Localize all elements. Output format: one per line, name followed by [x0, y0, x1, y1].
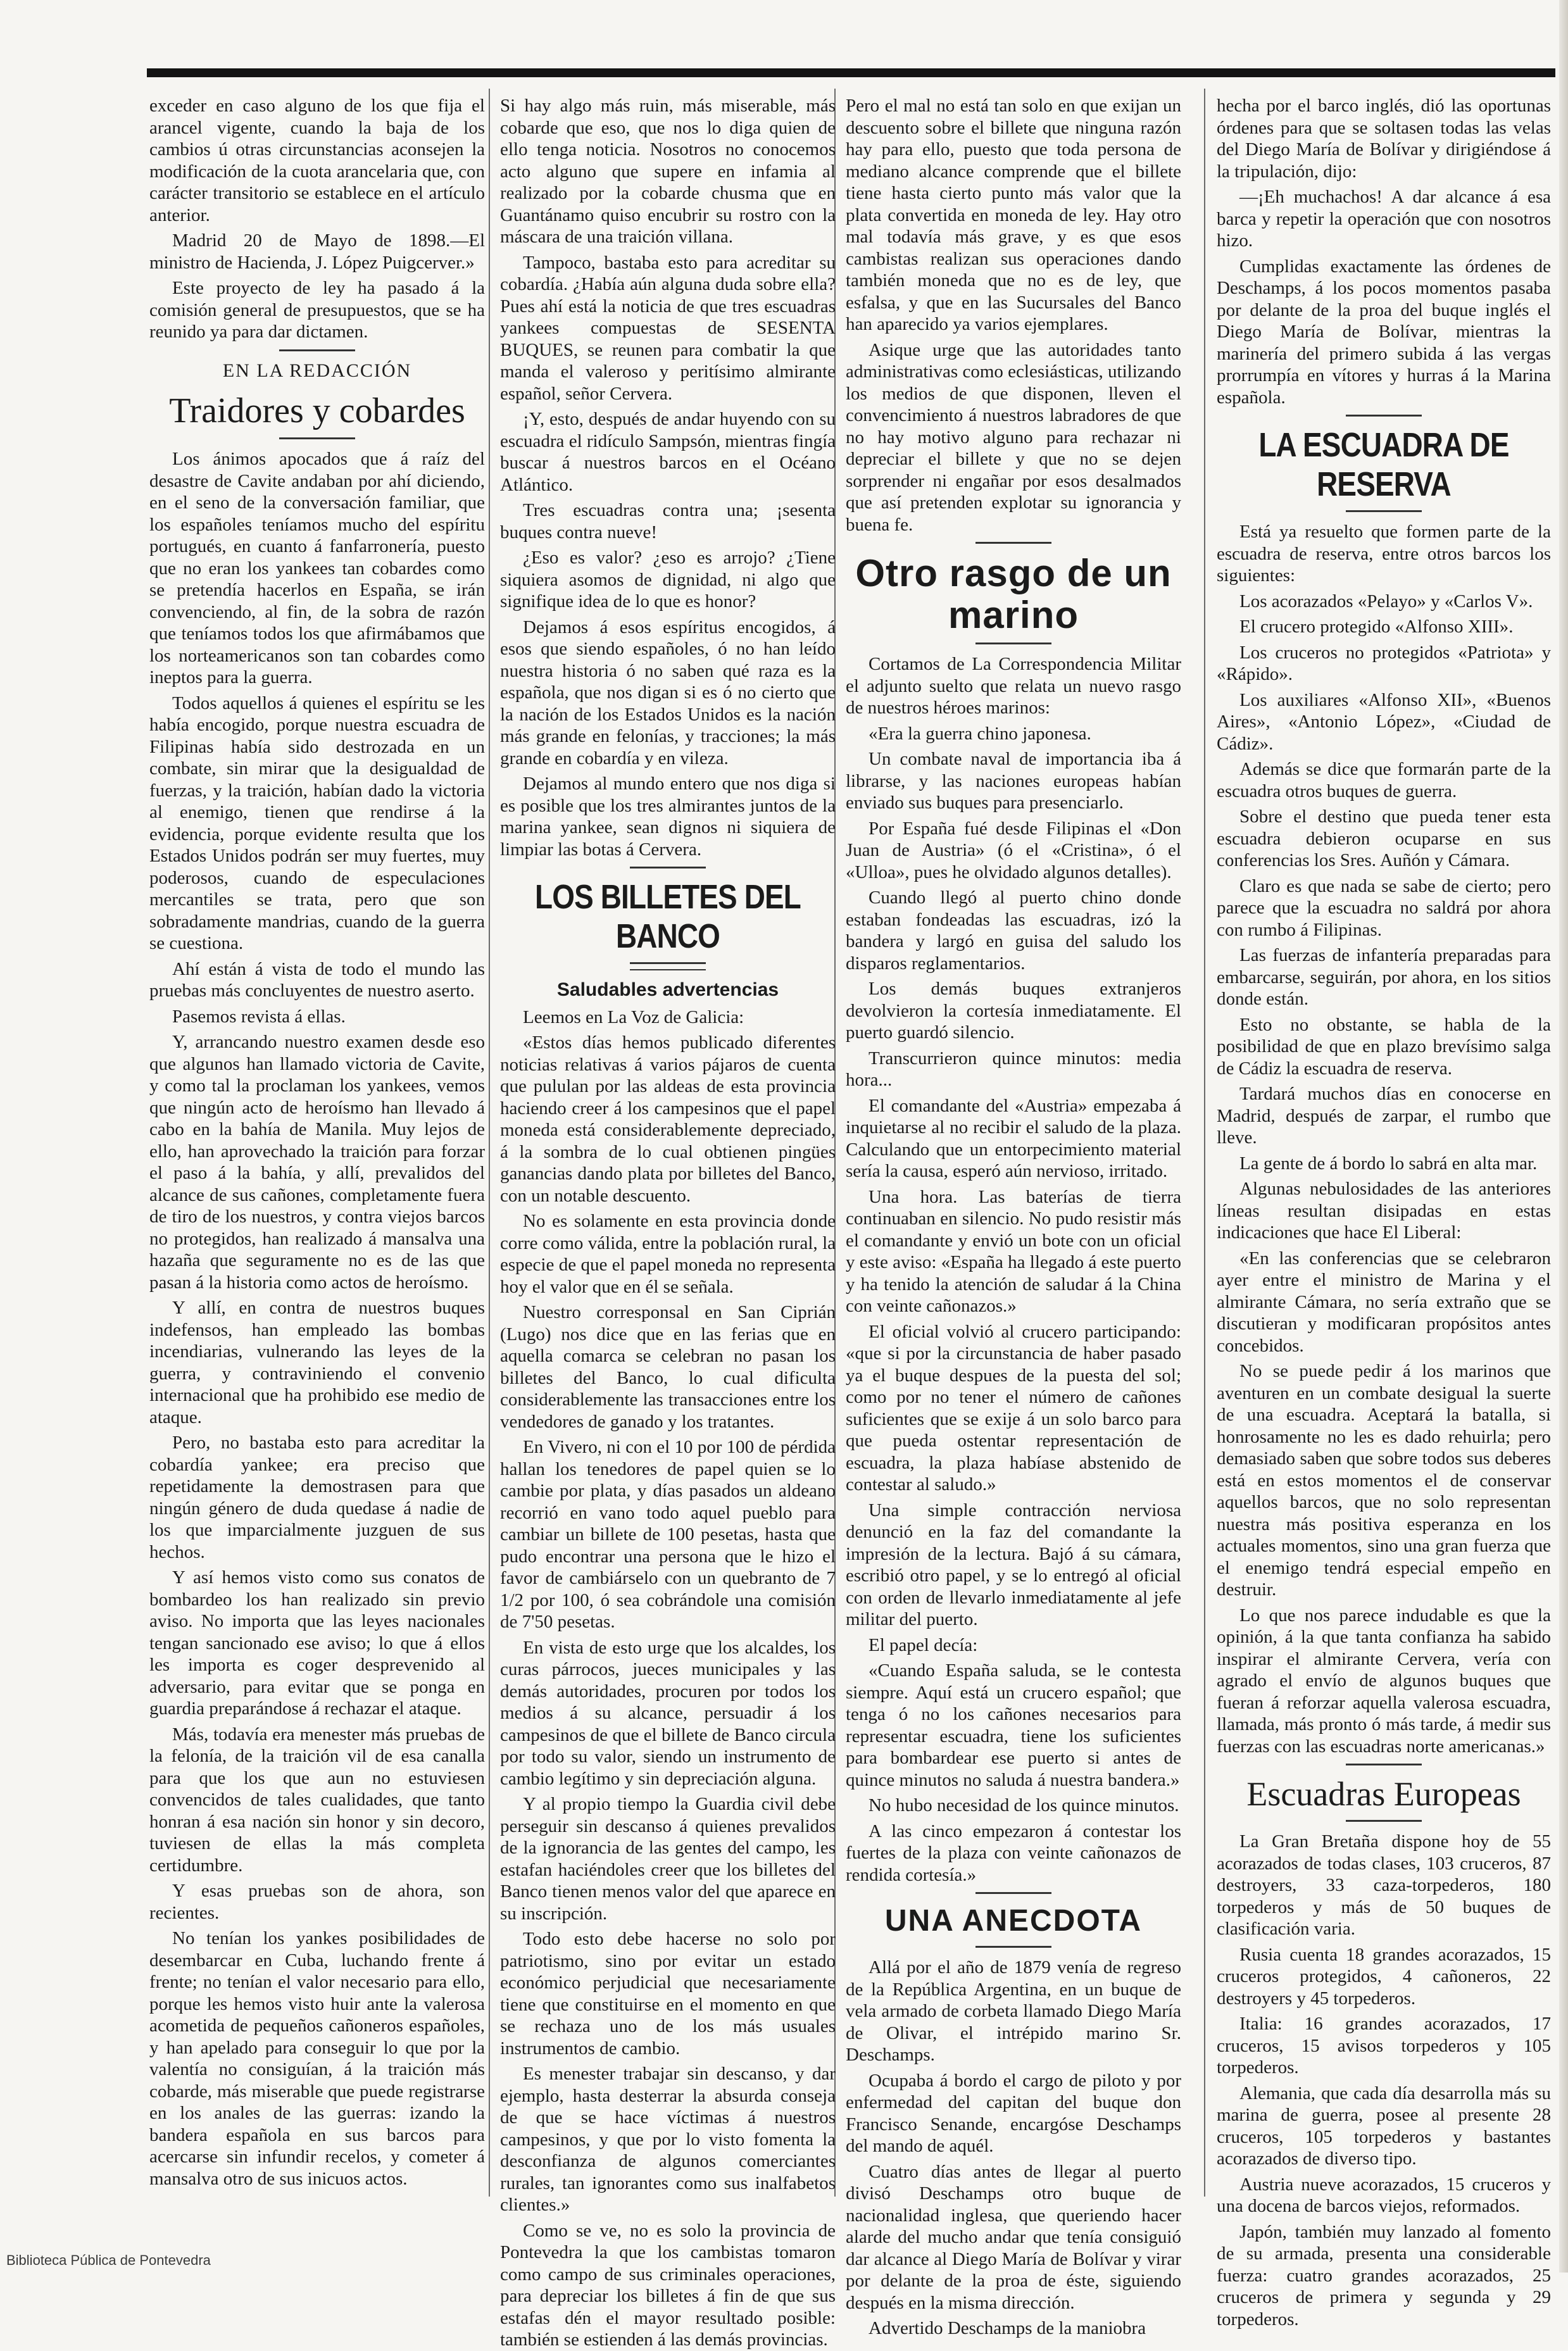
article-subheadline: Saludables advertencias [556, 979, 779, 1000]
paragraph: Sobre el destino que pueda tener esta escuadra debieron ocuparse en sus conferencias los Sres. Auñón y Cámara. [1217, 806, 1551, 870]
paragraph: A las cinco empezaron á contestar los fuertes de la plaza con veinte cañonazos de rendida cortesía.» [846, 1821, 1181, 1885]
column-3 [846, 95, 1181, 2338]
library-credit: Biblioteca Pública de Pontevedra [6, 2252, 211, 2268]
paragraph: En Vivero, ni con el 10 por 100 de pérdida hallan los tenedores de papel quien se lo cambie por plata, y días pasados un aldeano recorrió en vano todo aquel pueblo para cambiar un billete de 100 pesetas, hasta que pudo encontrar una persona que le hizo el favor de cambiárselo con un quebranto de 7 1/2 por 100, ó sea cobrándole una comisión de 7'50 pesetas. [500, 1437, 836, 1632]
paragraph: Y allí, en contra de nuestros buques indefensos, han empleado las bombas incendiarias, vulnerando las leyes de la guerra, y contraviniendo el convenio internacional que ha prohibido ese medio de ataque. [149, 1298, 485, 1427]
paragraph: Si hay algo más ruin, más miserable, más cobarde que eso, que nos lo diga quien de ello tenga noticia. Nosotros no conocemos acto alguno que supere en infamia al realizado por la cobarde chusma que en Guantánamo quiso encubrir su rostro con la máscara de una traición villana. [500, 96, 836, 247]
paragraph: Transcurrieron quince minutos: media hora... [846, 1048, 1181, 1090]
paragraph: «Era la guerra chino japonesa. [869, 723, 1091, 744]
paragraph: Una simple contracción nerviosa denunció en la faz del comandante la impresión de la lectura. Bajó á su cámara, escribió otro papel, y se lo entregó al oficial con orden de llevarlo inmediatamente al jefe militar del puerto. [846, 1500, 1181, 1629]
paragraph: Leemos en La Voz de Galicia: [523, 1006, 744, 1027]
paragraph: Y al propio tiempo la Guardia civil debe perseguir sin descanso á quienes prevalidos de la ignorancia de las gentes del campo, les estafan haciéndoles creer que los billetes del Banco tienen menos valor del que aparece en su inscripción. [500, 1794, 836, 1924]
paragraph: Tres escuadras contra una; ¡sesenta buques contra nueve! [500, 500, 836, 542]
section-label: EN LA REDACCIÓN [222, 360, 412, 381]
article-headline: UNA ANECDOTA [884, 1904, 1143, 1938]
paragraph: Ahí están á vista de todo el mundo las pruebas más concluyentes de nuestro aserto. [149, 958, 485, 1001]
paragraph: El oficial volvió al crucero participando: «que si por la circunstancia de haber pasado ya el buque despues de la puesta del sol; como por no tener el número de cañones suficientes que se exije á un solo barco para que pueda ostentar representación de escuadra, la plaza habíase abstenido de contestar al saludo.» [846, 1321, 1181, 1495]
paragraph: Pero, no bastaba esto para acreditar la cobardía yankee; era preciso que repetidamente la demostrasen para que ningún género de duda quedase á nadie de los que imparcialmente juzguen de sus hechos. [149, 1433, 485, 1562]
paragraph: Todos aquellos á quienes el espíritu se les había encogido, porque nuestra escuadra de Filipinas había sido destrozada en un combate, sin mirar que la desigualdad de fuerzas, y la traición, habían dado la victoria al enemigo, tienen que rendirse á la evidencia, porque evidente resulta que los Estados Unidos podrán ser muy fuertes, muy poderosos, cuando de especulaciones mercantiles se trata, pero que son sobradamente mandrias, cuando de la guerra se cuestiona. [149, 693, 485, 953]
paragraph: Rusia cuenta 18 grandes acorazados, 15 cruceros protegidos, 4 cañoneros, 22 destroyers y 45 torpederos. [1217, 1944, 1551, 2009]
paragraph: Pero el mal no está tan solo en que exijan un descuento sobre el billete que ninguna razón hay para ello, puesto que toda persona de mediano alcance comprende que el billete tiene hasta cierto punto más valor que la plata convertida en moneda de ley. Hay otro mal todavía más grave, y es que esos cambistas realizan sus operaciones dando también moneda que no es de ley, que esfalsa, y que en las Sucursales del Banco han aparecido ya varios ejemplares. [846, 96, 1181, 334]
headline-divider [1346, 1820, 1422, 1822]
paragraph: ¿Eso es valor? ¿eso es arrojo? ¿Tiene siquiera asomos de dignidad, ni algo que signifique idea de lo que es honor? [500, 548, 836, 611]
signature-paragraph: Madrid 20 de Mayo de 1898.—El ministro de Hacienda, J. López Puigcerver.» [149, 230, 485, 273]
paragraph: Italia: 16 grandes acorazados, 17 cruceros, 15 avisos torpederos y 105 torpederos. [1217, 2014, 1551, 2078]
paragraph: hecha por el barco inglés, dió las oportunas órdenes para que se soltasen todas las velas del Diego María de Bolívar y dirigiéndose á la tripulación, dijo: [1217, 96, 1551, 182]
article-headline: LOS BILLETES DEL BANCO [535, 878, 801, 955]
paragraph: Nuestro corresponsal en San Ciprián (Lugo) nos dice que en las ferias que en aquella comarca se celebran no pasan los billetes del Banco, lo cual dificulta considerablemente las transacciones entre los vendedores de ganado y los tratantes. [500, 1302, 836, 1432]
paragraph: Esto no obstante, se habla de la posibilidad de que en plazo brevísimo salga de Cádiz la escuadra de reserva. [1217, 1014, 1551, 1079]
paragraph: Los demás buques extranjeros devolvieron la cortesía inmediatamente. El puerto guardó silencio. [846, 979, 1181, 1043]
section-divider [1346, 1764, 1422, 1765]
paragraph: Además se dice que formarán parte de la escuadra otros buques de guerra. [1217, 759, 1551, 801]
paragraph: No tenían los yankes posibilidades de desembarcar en Cuba, luchando frente á frente; no tenían el valor necesario para ello, porque les hemos visto huir ante la valerosa acometida de pequeños cañoneros españoles, y han apelado para conseguir lo que por la valentía no consiguían, á la traición más cobarde, más miserable que puede registrarse en los anales de las guerras: izando la bandera española en sus barcos para acercarse sin infundir recelos, y cometer á mansalva otro de sus inicuos actos. [149, 1928, 485, 2189]
headline-divider [975, 1946, 1051, 1948]
paragraph: Un combate naval de importancia iba á librarse, y las naciones europeas habían enviado sus buques para presenciarlo. [846, 749, 1181, 813]
paragraph: Tardará muchos días en conocerse en Madrid, después de zarpar, el rumbo que lleve. [1217, 1084, 1551, 1148]
top-page-rule [147, 68, 1555, 77]
paragraph: exceder en caso alguno de los que fija el arancel vigente, cuando la baja de los cambios ú otras circunstancias aconsejen la modificación de la cuota arancelaria que, con carácter transitorio se establece en el artículo anterior. [149, 96, 485, 225]
paragraph: Una hora. Las baterías de tierra continuaban en silencio. No pudo resistir más el comandante y envió un bote con un oficial y este aviso: «España ha llegado á este puerto y ha tenido la atención de saludar á la China con veinte cañonazos.» [846, 1186, 1181, 1316]
headline-divider [975, 643, 1051, 644]
paragraph: Advertido Deschamps de la maniobra [869, 2318, 1146, 2338]
paragraph: Es menester trabajar sin descanso, y dar ejemplo, hasta desterrar la absurda conseja de que se hace víctimas á nuestros campesinos, y que por lo visto fomenta la desconfianza de algunos comerciantes rurales, tan ignorantes como sus inalfabetos clientes.» [500, 2064, 836, 2215]
paragraph: El crucero protegido «Alfonso XIII». [1239, 617, 1514, 637]
page-edge-shadow [1559, 0, 1568, 2273]
section-divider [975, 1892, 1051, 1894]
paragraph: Algunas nebulosidades de las anteriores líneas resultan disipadas en estas indicaciones que hace El Liberal: [1217, 1179, 1551, 1243]
section-divider [630, 867, 706, 868]
paragraph: Las fuerzas de infantería preparadas para embarcarse, seguirán, por ahora, en los sitios donde están. [1217, 945, 1551, 1009]
article-headline: Otro rasgo de un marino [855, 552, 1172, 636]
paragraph: Asique urge que las autoridades tanto administrativas como eclesiásticas, utilizando los medios de que disponen, lleven el convencimiento á nuestros labradores de que no hay motivo alguno para rechazar ni depreciar el billete y que no se dejen sorprender ni engañar por esos desalmados que así pretenden explotar su ignorancia y buena fe. [846, 339, 1181, 535]
paragraph: Por España fué desde Filipinas el «Don Juan de Austria» (ó el «Cristina», ó el «Ulloa», pues he olvidado algunos detalles). [846, 818, 1181, 882]
paragraph: Cuando llegó al puerto chino donde estaban fondeadas las escuadras, izó la bandera y largó en guisa del saludo los disparos reglamentarios. [846, 887, 1181, 974]
paragraph: Pasemos revista á ellas. [172, 1006, 346, 1027]
paragraph: En vista de esto urge que los alcaldes, los curas párrocos, jueces municipales y las demás autoridades, procuren por todos los medios á su alcance, persuadir á los campesinos de que el billete de Banco circula por todo su valor, siendo un instrumento de cambio legítimo y sin depreciación alguna. [500, 1637, 836, 1789]
paragraph: Los cruceros no protegidos «Patriota» y «Rápido». [1217, 642, 1551, 684]
paragraph: Cumplidas exactamente las órdenes de Deschamps, á los pocos momentos pasaba por delante de la proa del buque inglés el Diego María de Bolívar, mientras la marinería del primero subida á las vergas prorrumpía en vítores y hurras á la Marina española. [1217, 256, 1551, 408]
paragraph: No es solamente en esta provincia donde corre como válida, entre la población rural, la especie de que el papel moneda no representa hoy el valor que en él se señala. [500, 1211, 836, 1297]
paragraph: Dejamos al mundo entero que nos diga si es posible que los tres almirantes juntos de la marina yankee, sean dignos ni siquiera de limpiar las botas á Cervera. [500, 774, 836, 860]
paragraph: —¡Eh muchachos! A dar alcance á esa barca y repetir la operación que con nosotros hizo. [1217, 187, 1551, 251]
paragraph: «Estos días hemos publicado diferentes noticias relativas á varios pájaros de cuenta que pululan por las aldeas de esta provincia haciendo creer á los campesinos que el papel moneda está considerablemente depreciado, á la sombra de lo cual obtienen pingües ganancias dando plata por billetes del Banco, con un notable descuento. [500, 1032, 836, 1206]
paragraph: La gente de á bordo lo sabrá en alta mar. [1239, 1153, 1538, 1174]
paragraph: Allá por el año de 1879 venía de regreso de la República Argentina, en un buque de vela armado de corbeta llamado Diego María de Olivar, el intrépido marino Sr. Deschamps. [846, 1957, 1181, 2065]
paragraph: El papel decía: [869, 1634, 978, 1655]
paragraph: No hubo necesidad de los quince minutos. [869, 1795, 1179, 1815]
column-2 [500, 95, 836, 2350]
paragraph: ¡Y, esto, después de andar huyendo con su escuadra el ridículo Sampsón, mientras fingía buscar á nuestros barcos en el Océano Atlántico. [500, 409, 836, 495]
section-divider [1346, 415, 1422, 417]
paragraph: Como se ve, no es solo la provincia de Pontevedra la que los cambistas tomaron como campo de sus criminales operaciones, para depreciar los billetes á fin de que sus estafas dén el mayor resultado posible: también se estienden á las demás provincias. [500, 2220, 836, 2350]
paragraph: Está ya resuelto que formen parte de la escuadra de reserva, entre otros barcos los siguientes: [1217, 522, 1551, 586]
paragraph: Y así hemos visto como sus conatos de bombardeo los han realizado sin previo aviso. No importa que las leyes nacionales tengan sancionado ese aviso; lo que á ellos les importa es coger desprevenido al adversario, para evitar que se ponga en guardia preparándose á rechazar el ataque. [149, 1567, 485, 1719]
column-4 [1217, 95, 1551, 2329]
paragraph: Lo que nos parece indudable es que la opinión, á la que tanta confianza ha sabido inspirar el almirante Cervera, vería con agrado el envío de algunos buques que fueran á reforzar aquella valerosa escuadra, llamada, más pronto ó más tarde, á medir sus fuerzas con las escuadras norte americanas.» [1217, 1605, 1551, 1757]
paragraph: Todo esto debe hacerse no solo por patriotismo, sino por evitar un estado económico perjudicial que necesariamente tiene que constituirse en el momento en que se rechaza uno de los más usuales instrumentos de cambio. [500, 1929, 836, 2059]
headline-divider [630, 962, 706, 970]
article-headline: LA ESCUADRA DE RESERVA [1258, 426, 1509, 503]
column-divider [489, 89, 490, 2197]
paragraph: Cortamos de La Correspondencia Militar el adjunto suelto que relata un nuevo rasgo de nuestros héroes marinos: [846, 654, 1181, 718]
headline-divider [1346, 510, 1422, 512]
paragraph: Los acorazados «Pelayo» y «Carlos V». [1239, 591, 1533, 611]
paragraph: Cuatro días antes de llegar al puerto divisó Deschamps otro buque de nacionalidad inglesa, que queriendo hacer alarde del mucho andar que tenía consiguió dar alcance al Diego María de Bolívar y virar por delante de la proa de éste, siguiendo después en la misma dirección. [846, 2161, 1181, 2313]
paragraph: No se puede pedir á los marinos que aventuren en un combate desigual la suerte de una escuadra. Aceptará la batalla, si honrosamente no les es dado rehuirla; pero demasiado saben que sobre todos sus deberes está en estos momentos el de conservar aquellos barcos, que no solo representan nuestra más positiva esperanza en los actuales momentos, sino una gran fuerza que el enemigo tendrá especial empeño en destruir. [1217, 1361, 1551, 1600]
paragraph: Este proyecto de ley ha pasado á la comisión general de presupuestos, que se ha reunido ya para dar dictamen. [149, 278, 485, 342]
column-1 [149, 95, 485, 2197]
article-headline: Escuadras Europeas [1246, 1775, 1521, 1813]
paragraph: Alemania, que cada día desarrolla más su marina de guerra, posee al presente 28 cruceros, 105 torpederos y bastantes acorazados de diverso tipo. [1217, 2083, 1551, 2169]
paragraph: «En las conferencias que se celebraron ayer entre el ministro de Marina y el almirante Cámara, no sería extraño que se discutieran y modificaran propósitos antes concebidos. [1217, 1248, 1551, 1356]
paragraph: Y esas pruebas son de ahora, son recientes. [149, 1881, 485, 1923]
paragraph: Japón, también muy lanzado al fomento de su armada, presenta una considerable fuerza: cuatro grandes acorazados, 25 cruceros de primera y segunda y 29 torpederos. [1217, 2221, 1551, 2329]
headline-divider [279, 437, 355, 439]
paragraph: Más, todavía era menester más pruebas de la felonía, de la traición vil de esa canalla para que los que aun no estuviesen convencidos de tales cualidades, que tanto honran á esa nación sin honor y sin decoro, tuviesen de ellas la más completa certidumbre. [149, 1724, 485, 1876]
paragraph: Austria nueve acorazados, 15 cruceros y una docena de barcos viejos, reformados. [1217, 2174, 1551, 2216]
paragraph: Los auxiliares «Alfonso XII», «Buenos Aires», «Antonio López», «Ciudad de Cádiz». [1217, 689, 1551, 754]
paragraph: El comandante del «Austria» empezaba á inquietarse al no recibir el saludo de la plaza. Calculando que un entorpecimiento material sería la causa, esperó aún nervioso, irritado. [846, 1095, 1181, 1181]
paragraph: Los ánimos apocados que á raíz del desastre de Cavite andaban por ahí diciendo, en el seno de la conversación familiar, que los españoles teníamos mucho del espíritu portugués, en cuanto á fanfarronería, puesto que no eran los yankees tan cobardes como se pretendía hacerlos en España, se irán convenciendo, al fin, de la sobra de razón que teníamos todos los que afirmábamos que los norteamericanos son tan cobardes como ineptos para la guerra. [149, 449, 485, 687]
paragraph: «Cuando España saluda, se le contesta siempre. Aquí está un crucero español; que tenga ó no los cañones necesarios para representar escuadra, tiene los suficientes para bombardear ese puerto si antes de quince minutos no saluda á nuestra bandera.» [846, 1660, 1181, 1790]
paragraph: Tampoco, bastaba esto para acreditar su cobardía. ¿Había aún alguna duda sobre ella? Pues ahí está la noticia de que tres escuadras yankees compuestas de SESENTA BUQUES, se reunen para combatir la que manda el valeroso y peritísimo almirante español, señor Cervera. [500, 252, 836, 404]
paragraph: Claro es que nada se sabe de cierto; pero parece que la escuadra no saldrá por ahora con rumbo á Filipinas. [1217, 875, 1551, 940]
column-divider [1204, 89, 1205, 2197]
article-headline: Traidores y cobardes [169, 391, 465, 430]
section-divider [975, 542, 1051, 544]
paragraph: Y, arrancando nuestro examen desde eso que algunos han llamado victoria de Cavite, y como tal la proclaman los yankees, vemos que ningún acto de heroísmo han llevado á cabo en la bahía de Manila. Muy lejos de ello, han aprovechado la traición para forzar el paso á la bahía, y allí, prevalidos del alcance de sus cañones, completamente fuera de tiro de los nuestros, y contra viejos barcos no protegidos, han realizado á mansalva una hazaña que seguramente no es de las que pasan á la historia como actos de heroísmo. [149, 1032, 485, 1293]
paragraph: La Gran Bretaña dispone hoy de 55 acorazados de todas clases, 103 cruceros, 87 destroyers, 33 caza-torpederos, 180 torpederos y más de 50 buques de clasificación varia. [1217, 1831, 1551, 1939]
paragraph: Dejamos á esos espíritus encogidos, á esos que siendo españoles, ó no han leído nuestra historia ó no saben qué raza es la española, que nos digan si es ó no cierto que la nación de los Estados Unidos es la nación más grande en felonías, y tracciones; la más grande en cobardía y en vileza. [500, 617, 836, 768]
paragraph: Ocupaba á bordo el cargo de piloto y por enfermedad del capitan del buque don Francisco Senande, encargóse Deschamps del mando de aquél. [846, 2070, 1181, 2156]
section-divider [279, 349, 355, 351]
